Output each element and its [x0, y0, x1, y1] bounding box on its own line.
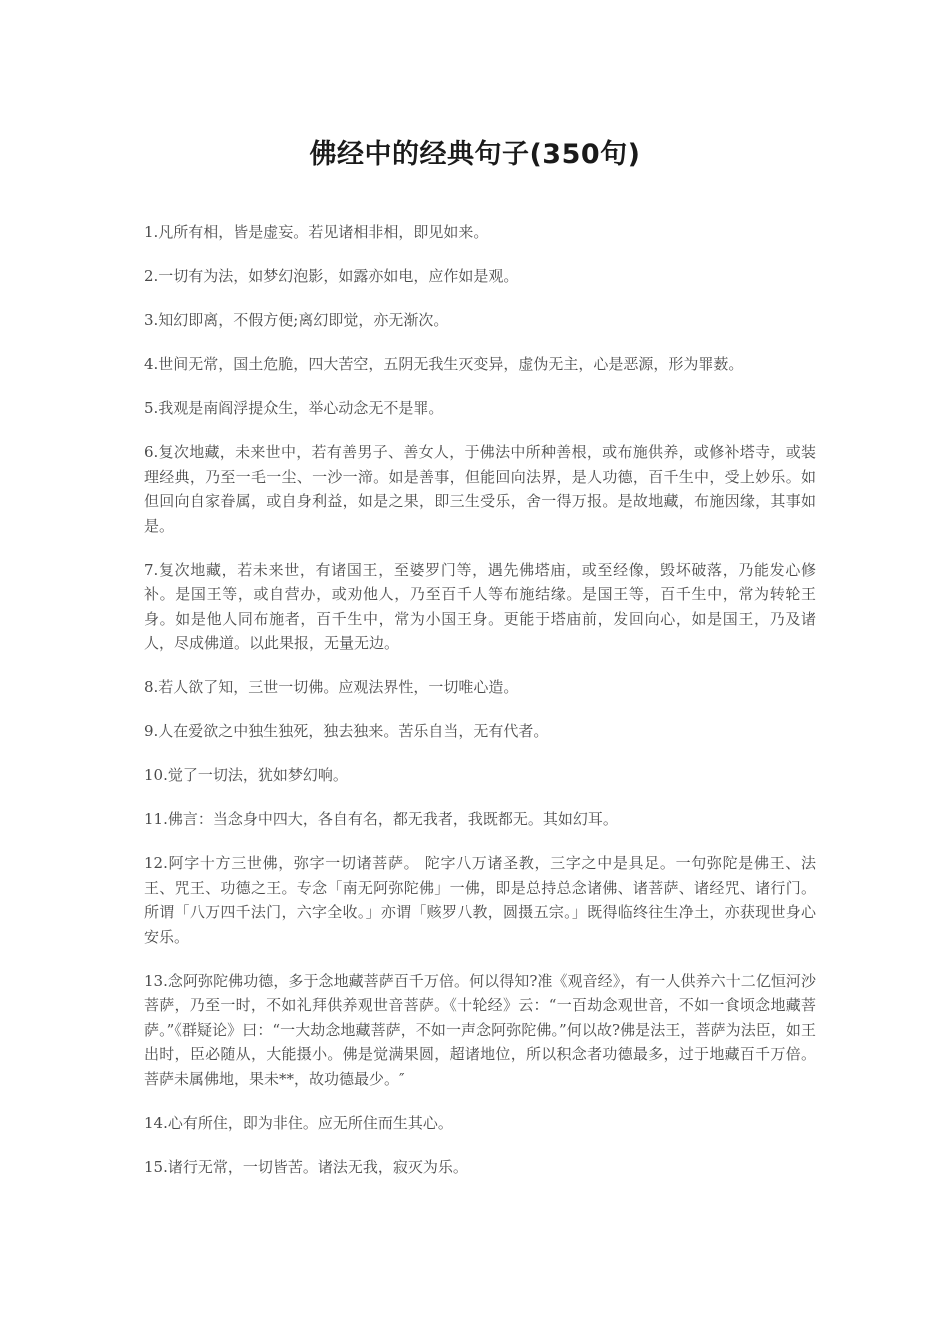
paragraph: 11.佛言：当念身中四大，各自有名，都无我者，我既都无。其如幻耳。 [144, 810, 618, 828]
paragraph: 15.诸行无常，一切皆苦。诸法无我，寂灭为乐。 [144, 1157, 468, 1176]
paragraph: 4.世间无常，国土危脆，四大苦空，五阴无我生灭变异，虚伪无主，心是恶源，形为罪薮。 [144, 355, 744, 373]
paragraph: 8.若人欲了知，三世一切佛。应观法界性，一切唯心造。 [144, 678, 519, 696]
paragraph: 13.念阿弥陀佛功德，多于念地藏菩萨百千万倍。何以得知?准《观音经》，有一人供养六十二亿恒河沙菩萨，乃至一时，不如礼拜供养观世音菩萨。《十轮经》云：“一百劫念观世音，不如一食顷念地藏菩萨。”《群疑论》曰：“一大劫念地藏菩萨，不如一声念阿弥陀佛。”何以故?佛是法王，菩萨为法臣，如王出时，臣必随从，大能摄小。佛是觉满果圆，超诸地位，所以积念者功德最多，过于地藏百千万倍。菩萨未属佛地，果未**，故功德最少。″ [144, 971, 816, 1088]
paragraph: 3.知幻即离，不假方便;离幻即觉，亦无渐次。 [144, 311, 449, 329]
paragraph: 2.一切有为法，如梦幻泡影，如露亦如电，应作如是观。 [144, 267, 519, 285]
paragraph: 7.复次地藏，若未来世，有诸国王，至婆罗门等，遇先佛塔庙，或至经像，毁坏破落，乃能发心修补。是国王等，或自营办，或劝他人，乃至百千人等布施结缘。是国王等，百千生中，常为转轮王身。如是他人同布施者，百千生中，常为小国王身。更能于塔庙前，发回向心，如是国王，乃及诸人，尽成佛道。以此果报，无量无边。 [144, 560, 816, 652]
paragraph: 6.复次地藏，未来世中，若有善男子、善女人，于佛法中所种善根，或布施供养，或修补塔寺，或装理经典，乃至一毛一尘、一沙一渧。如是善事，但能回向法界，是人功德，百千生中，受上妙乐。如但回向自家眷属，或自身利益，如是之果，即三生受乐，舍一得万报。是故地藏，布施因缘，其事如是。 [144, 443, 816, 535]
paragraph: 10.觉了一切法，犹如梦幻响。 [144, 766, 348, 784]
paragraph: 1.凡所有相，皆是虚妄。若见诸相非相，即见如来。 [144, 223, 489, 241]
document-body [144, 220, 816, 1199]
paragraph: 14.心有所住，即为非住。应无所住而生其心。 [144, 1113, 453, 1132]
document-title: 佛经中的经典句子(350句) [309, 139, 641, 170]
paragraph: 9.人在爱欲之中独生独死，独去独来。苦乐自当，无有代者。 [144, 722, 549, 740]
paragraph: 5.我观是南阎浮提众生，举心动念无不是罪。 [144, 399, 444, 417]
paragraph: 12.阿字十方三世佛，弥字一切诸菩萨。 陀字八万诸圣教，三字之中是具足。一句弥陀是佛王、法王、咒王、功德之王。专念「南无阿弥陀佛」一佛，即是总持总念诸佛、诸菩萨、诸经咒、诸行门。所谓「八万四千法门，六字全收。」亦谓「赅罗八教，圆摄五宗。」既得临终往生净土，亦获现世身心安乐。 [144, 854, 816, 946]
